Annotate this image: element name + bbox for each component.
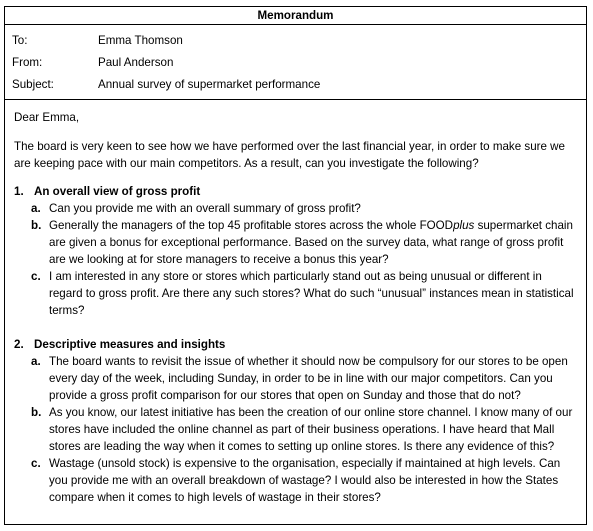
memo-header bbox=[5, 25, 586, 100]
section-number: 1. bbox=[14, 185, 24, 198]
item-letter: a. bbox=[31, 355, 41, 368]
salutation: Dear Emma, bbox=[14, 111, 80, 124]
memorandum bbox=[4, 6, 587, 525]
section-title: Descriptive measures and insights bbox=[34, 338, 226, 351]
section-descriptive-measures bbox=[14, 336, 578, 506]
section-heading bbox=[14, 336, 578, 353]
memo-title: Memorandum bbox=[5, 7, 586, 25]
list-item bbox=[14, 353, 578, 404]
item-text: Wastage (unsold stock) is expensive to the organisation, especially if maintained at high levels. Can you provide me with an overall breakdown of wastage? I would also be interested in how the States compare when it comes to high levels of wastage in their stores? bbox=[49, 457, 561, 504]
section-title: An overall view of gross profit bbox=[34, 185, 201, 198]
section-gross-profit bbox=[14, 183, 578, 319]
item-text: The board wants to revisit the issue of whether it should now be compulsory for our stores to be open every day of the week, including Sunday, in order to be in line with our major competitors. Can you provide a gross profit comparison for our stores that open on Sunday and those that do not? bbox=[49, 355, 568, 402]
item-text: As you know, our latest initiative has been the creation of our online store channel. I know many of our stores have included the online channel as part of their business operations. I have heard that Mall stores are leading the way when it comes to setting up online stores. Is there any evidence of this? bbox=[49, 406, 573, 453]
list-item bbox=[14, 455, 578, 506]
item-text: Can you provide me with an overall summary of gross profit? bbox=[49, 202, 361, 215]
to-label: To: bbox=[12, 34, 28, 47]
to-value: Emma Thomson bbox=[98, 34, 183, 47]
section-number: 2. bbox=[14, 338, 24, 351]
from-value: Paul Anderson bbox=[98, 56, 174, 69]
item-text-part: Generally the managers of the top 45 profitable stores across the whole FOOD bbox=[49, 219, 454, 232]
subject-label: Subject: bbox=[12, 78, 54, 91]
item-letter: c. bbox=[31, 457, 41, 470]
memo-body bbox=[5, 100, 586, 506]
from-label: From: bbox=[12, 56, 43, 69]
list-item bbox=[14, 217, 578, 268]
item-text: I am interested in any store or stores which particularly stand out as being unusual or different in regard to gross profit. Are there any such stores? What do such “unusual” instances mean in statistical terms? bbox=[49, 270, 574, 317]
item-text-part: supermarket chain are given a bonus for exceptional performance. Based on the survey data, what range of gross profit are we looking at for store managers to receive a bonus this year? bbox=[49, 219, 573, 266]
item-letter: b. bbox=[31, 219, 42, 232]
subject-value: Annual survey of supermarket performance bbox=[98, 78, 321, 91]
item-letter: b. bbox=[31, 406, 42, 419]
list-item bbox=[14, 200, 578, 217]
item-text bbox=[49, 219, 573, 266]
item-letter: c. bbox=[31, 270, 41, 283]
item-letter: a. bbox=[31, 202, 41, 215]
intro-paragraph: The board is very keen to see how we have performed over the last financial year, in order to make sure we are keeping pace with our main competitors. As a result, can you investigate the following? bbox=[14, 140, 565, 170]
section-heading bbox=[14, 183, 578, 200]
list-item bbox=[14, 268, 578, 319]
list-item bbox=[14, 404, 578, 455]
item-text-italic: plus bbox=[453, 219, 475, 232]
